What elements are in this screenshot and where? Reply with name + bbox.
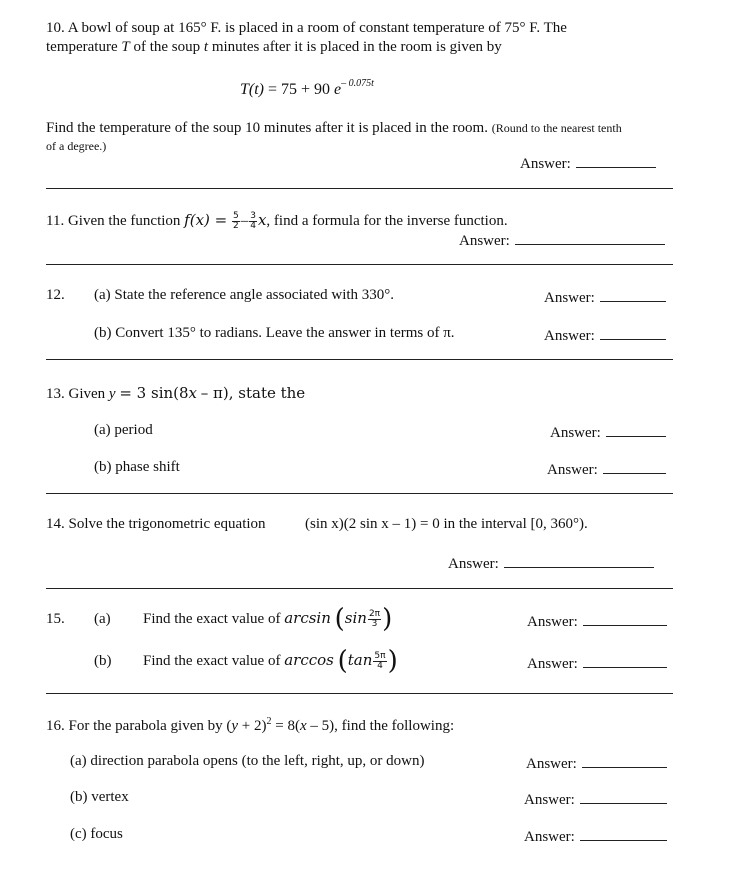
q16-eq: = 8( (275, 718, 300, 734)
q15-b-inner: tan (347, 651, 373, 669)
q15-b-frac-den: 4 (377, 661, 383, 672)
q10-text-line1: A bowl of soup at 165° F. is placed in a room of constant temperature of 75° F. The (67, 20, 567, 36)
q15-b-frac (373, 652, 386, 671)
q15-b-frac-num: 5π (374, 651, 386, 662)
q15-b-line (143, 646, 398, 676)
divider (46, 588, 673, 589)
q15-b-answer (527, 653, 667, 673)
q15-a-answer (527, 611, 667, 631)
q11-frac2-num: 3 (250, 211, 256, 222)
q13-prefix: 13. Given (46, 386, 106, 402)
q10-round-text2: of a degree.) (46, 139, 107, 153)
q13-eq: = 3 sin(8 (119, 384, 189, 402)
q12-b-answer-label: Answer: (544, 328, 595, 344)
q11-frac1 (232, 212, 240, 231)
q14-answer-label: Answer: (448, 556, 499, 572)
q10-formula-exponent: – 0.075t (341, 78, 374, 89)
q10-find (46, 120, 622, 137)
q12-a-answer (544, 287, 666, 307)
q11-frac1-num: 5 (232, 211, 239, 222)
q13-x: x (188, 384, 198, 402)
q16-a-answer-field[interactable] (582, 753, 667, 768)
q10-line2-suffix: minutes after it is placed in the room is given by (211, 39, 502, 55)
q13-y: y (108, 386, 116, 402)
q13-b-answer-label: Answer: (547, 462, 598, 478)
q16-rest: – 5), find the following: (310, 718, 455, 734)
q12-a-text: (a) State the reference angle associated with 330°. (94, 287, 395, 303)
q16-c-text: (c) focus (70, 826, 123, 842)
q15-a-inner: sin (344, 609, 367, 627)
q13-rest: – π), state the (200, 384, 306, 402)
q13-a-text: (a) period (94, 422, 153, 438)
q16-y: y (231, 718, 239, 734)
q13-a-answer-field[interactable] (606, 422, 666, 437)
divider (46, 188, 673, 189)
q15-a-text: Find the exact value of (143, 611, 281, 627)
q15-b-label: (b) (94, 653, 112, 669)
q13-a-answer (550, 422, 666, 442)
q10-round-text: (Round to the nearest tenth (491, 121, 622, 135)
q11-answer (459, 230, 665, 250)
q15-a-answer-label: Answer: (527, 614, 578, 630)
q12-b-answer (544, 325, 666, 345)
q16-a-text: (a) direction parabola opens (to the left, right, up, or down) (70, 753, 425, 769)
q11-x: x (257, 211, 267, 229)
q10-var-t: t (203, 39, 209, 55)
q12-number: 12. (46, 287, 65, 303)
divider (46, 693, 673, 694)
q15-a-label: (a) (94, 611, 111, 627)
q10-formula (240, 78, 374, 99)
q10-number: 10. (46, 20, 65, 36)
q15-a-rparen: ) (382, 604, 393, 634)
q10-formula-rhs: = 75 + 90 (268, 81, 331, 98)
q12-b-text: (b) Convert 135° to radians. Leave the answer in terms of π. (94, 325, 455, 341)
q10-formula-e: e (334, 81, 342, 98)
q13-a-answer-label: Answer: (550, 425, 601, 441)
q15-a-frac-num: 2π (368, 609, 381, 620)
q16-mid: + 2) (241, 718, 267, 734)
q16-b-text: (b) vertex (70, 789, 129, 805)
q14-answer-field[interactable] (504, 553, 654, 568)
q15-a-func: arcsin (284, 609, 331, 627)
q15-number: 15. (46, 611, 65, 627)
q13-b-answer-field[interactable] (603, 459, 666, 474)
q11-fx: f(x) = (184, 211, 228, 229)
q14-equation: (sin x)(2 sin x – 1) = 0 in the interval [0, 360°). (305, 516, 588, 532)
q15-b-func: arccos (284, 651, 334, 669)
q15-b-text: Find the exact value of (143, 653, 281, 669)
q16-c-answer-label: Answer: (524, 829, 575, 845)
q11-frac2-den: 4 (250, 221, 256, 232)
q13-line (46, 384, 305, 403)
q12-b-answer-field[interactable] (600, 325, 666, 340)
q16-c-answer (524, 826, 667, 846)
q13-b-text: (b) phase shift (94, 459, 180, 475)
q11-prefix: 11. Given the function (46, 213, 181, 229)
q11-frac1-den: 2 (232, 221, 239, 232)
q16-line (46, 716, 454, 735)
q11-line (46, 211, 508, 231)
q16-b-answer (524, 789, 667, 809)
q15-b-rparen: ) (387, 646, 398, 676)
q14-answer (448, 553, 654, 573)
q10-answer (520, 153, 656, 173)
q16-a-answer-label: Answer: (526, 756, 577, 772)
q13-b-answer (547, 459, 666, 479)
q10-line1 (46, 20, 567, 37)
q16-x: x (299, 718, 307, 734)
q12-a-answer-field[interactable] (600, 287, 666, 302)
q12-a-answer-label: Answer: (544, 290, 595, 306)
q10-line2-mid: of the soup (133, 39, 201, 55)
divider (46, 493, 673, 494)
q14-prefix: 14. Solve the trigonometric equation (46, 516, 266, 532)
q15-a-answer-field[interactable] (583, 611, 667, 626)
q10-var-T: T (121, 39, 130, 55)
q15-a-frac-den: 3 (371, 619, 378, 630)
q15-a-lparen: ( (334, 604, 345, 634)
q16-square: 2 (266, 716, 272, 727)
q11-suffix: , find a formula for the inverse function. (266, 213, 508, 229)
q15-b-answer-label: Answer: (527, 656, 578, 672)
q11-frac2 (249, 212, 257, 231)
q11-minus: – (240, 213, 249, 229)
q15-a-line (143, 604, 392, 634)
q11-answer-label: Answer: (459, 233, 510, 249)
q15-b-answer-field[interactable] (583, 653, 667, 668)
q10-line2-prefix: temperature (46, 39, 118, 55)
q10-answer-label: Answer: (520, 156, 571, 172)
q16-b-answer-field[interactable] (580, 789, 667, 804)
q10-line2 (46, 39, 502, 56)
q16-c-answer-field[interactable] (580, 826, 667, 841)
q16-prefix: 16. For the parabola given by ( (46, 718, 232, 734)
q10-find-text: Find the temperature of the soup 10 minutes after it is placed in the room. (46, 120, 488, 136)
divider (46, 264, 673, 265)
q16-b-answer-label: Answer: (524, 792, 575, 808)
q15-a-frac (368, 610, 381, 629)
q16-a-answer (526, 753, 667, 773)
q11-answer-field[interactable] (515, 230, 665, 245)
divider (46, 359, 673, 360)
q10-answer-field[interactable] (576, 153, 656, 168)
q10-formula-lhs: T(t) (240, 81, 264, 98)
q15-b-lparen: ( (337, 646, 348, 676)
